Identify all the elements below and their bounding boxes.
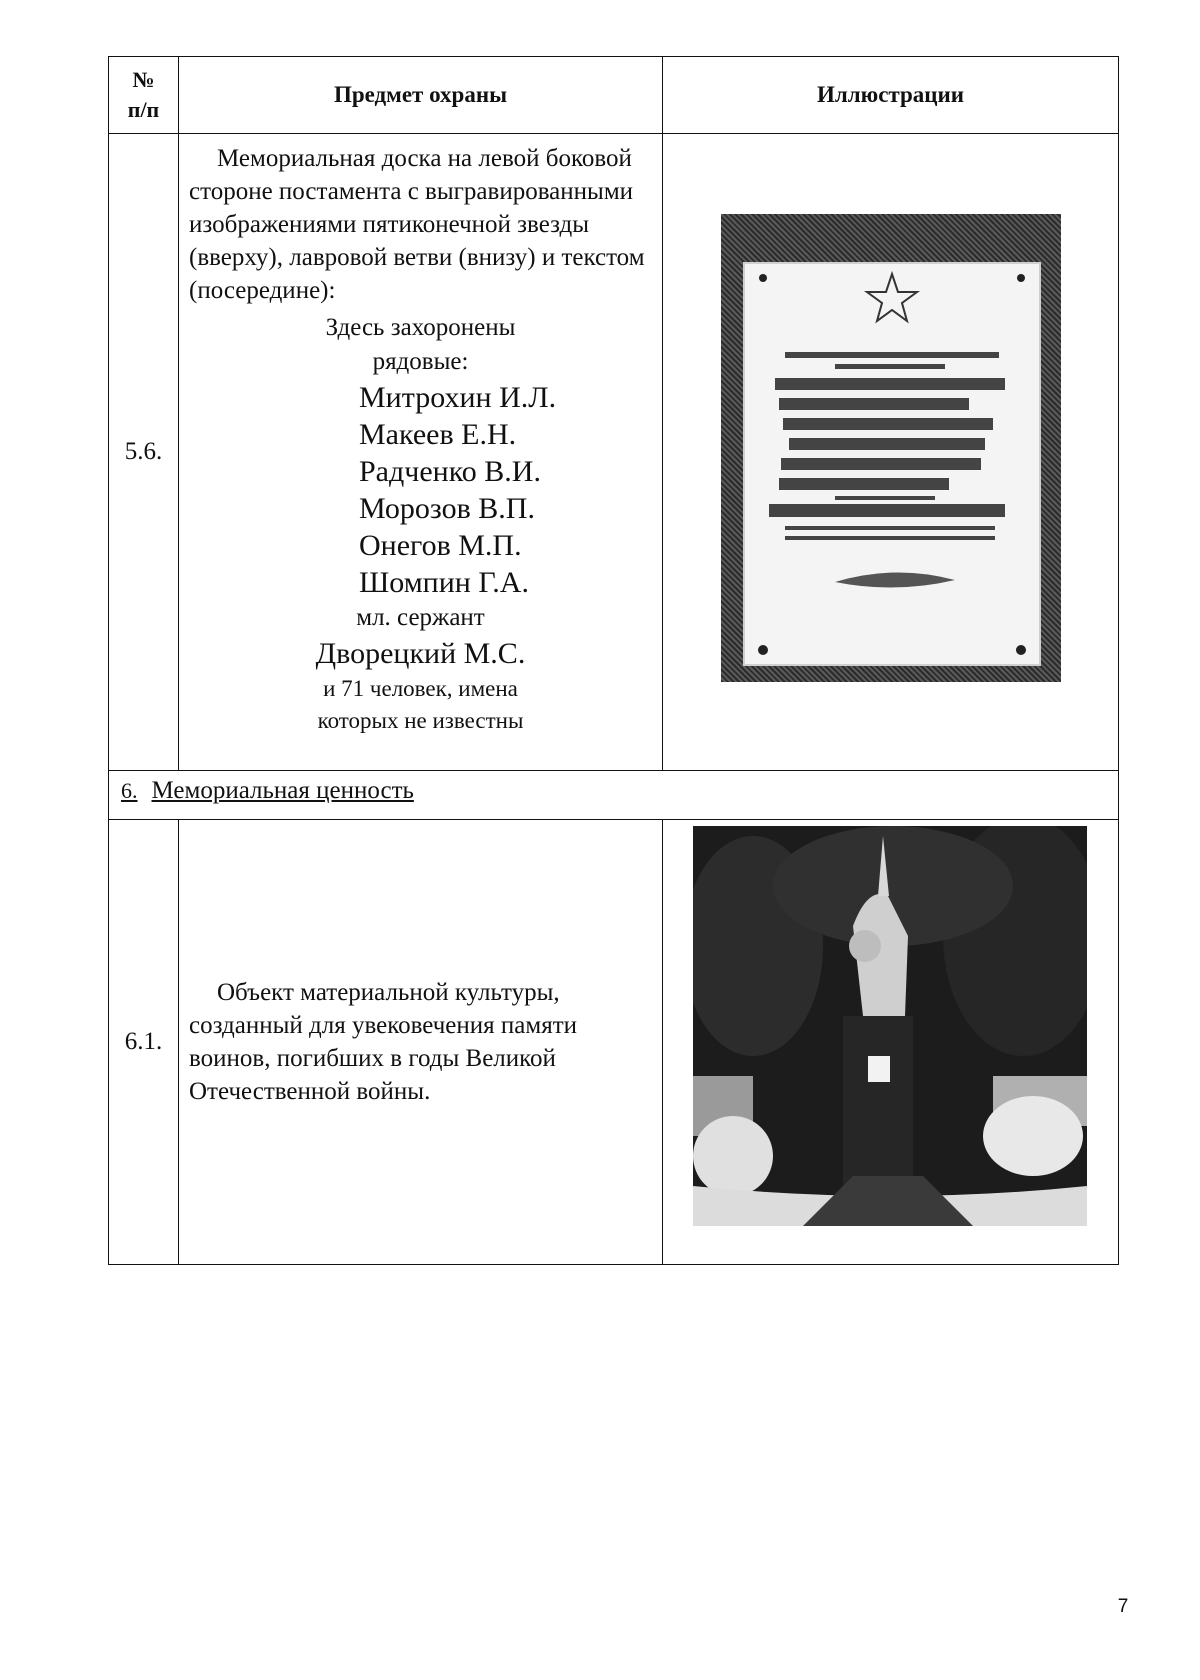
inscription-name: Митрохин И.Л. [359, 381, 557, 414]
inscription-line: которых не известны [317, 708, 524, 733]
header-subject: Предмет охраны [179, 57, 663, 134]
inscription-line: Здесь захоронены [325, 314, 516, 341]
header-illustrations: Иллюстрации [663, 57, 1119, 134]
memorial-value-description: Объект материальной культуры, созданный для увековечения памяти воинов, погибших в годы Великой Отечественной войны. [189, 979, 578, 1105]
table-header-row [109, 57, 1119, 134]
table-row [109, 134, 1119, 771]
header-number-abbr: п/п [127, 97, 160, 122]
inscription-name: Морозов В.П. [359, 492, 535, 525]
section-number: 6. [121, 778, 138, 803]
row-subject [179, 820, 663, 1265]
inscription-name: Дворецкий М.С. [315, 637, 526, 670]
page-number: 7 [1117, 1596, 1129, 1617]
row-number: 6.1. [109, 820, 179, 1265]
monument-photo [693, 826, 1087, 1262]
section-title: Мемориальная ценность [151, 777, 414, 804]
plaque-board [743, 262, 1041, 666]
row-illustration [663, 820, 1119, 1265]
inscription-name: Онегов М.П. [359, 529, 522, 562]
inscription-name: Шомпин Г.А. [359, 566, 529, 599]
section-heading [109, 771, 1119, 820]
inscription-name: Радченко В.И. [359, 455, 541, 488]
inscription-line: и 71 человек, имена [323, 676, 518, 701]
table-row [109, 820, 1119, 1265]
protection-subjects-table [108, 56, 1119, 1265]
section-heading-row [109, 771, 1119, 820]
plaque-engraving [745, 264, 1039, 664]
inscription-name: Макеев Е.Н. [359, 418, 517, 451]
plaque-photo [721, 214, 1061, 682]
row-illustration [663, 134, 1119, 771]
header-number-sign: № [132, 67, 155, 92]
inscription-line: рядовые: [372, 348, 469, 375]
row-subject [179, 134, 663, 771]
inscription-rank: мл. сержант [356, 604, 485, 631]
monument-image [693, 826, 1087, 1262]
header-number [109, 57, 179, 134]
row-number: 5.6. [109, 134, 179, 771]
plaque-description: Мемориальная доска на левой боковой стороне постамента с выгравированными изображениями пятиконечной звезды (вверху), лавровой ветви (внизу) и текстом (посередине): [189, 145, 645, 304]
plaque-inscription [189, 311, 652, 737]
